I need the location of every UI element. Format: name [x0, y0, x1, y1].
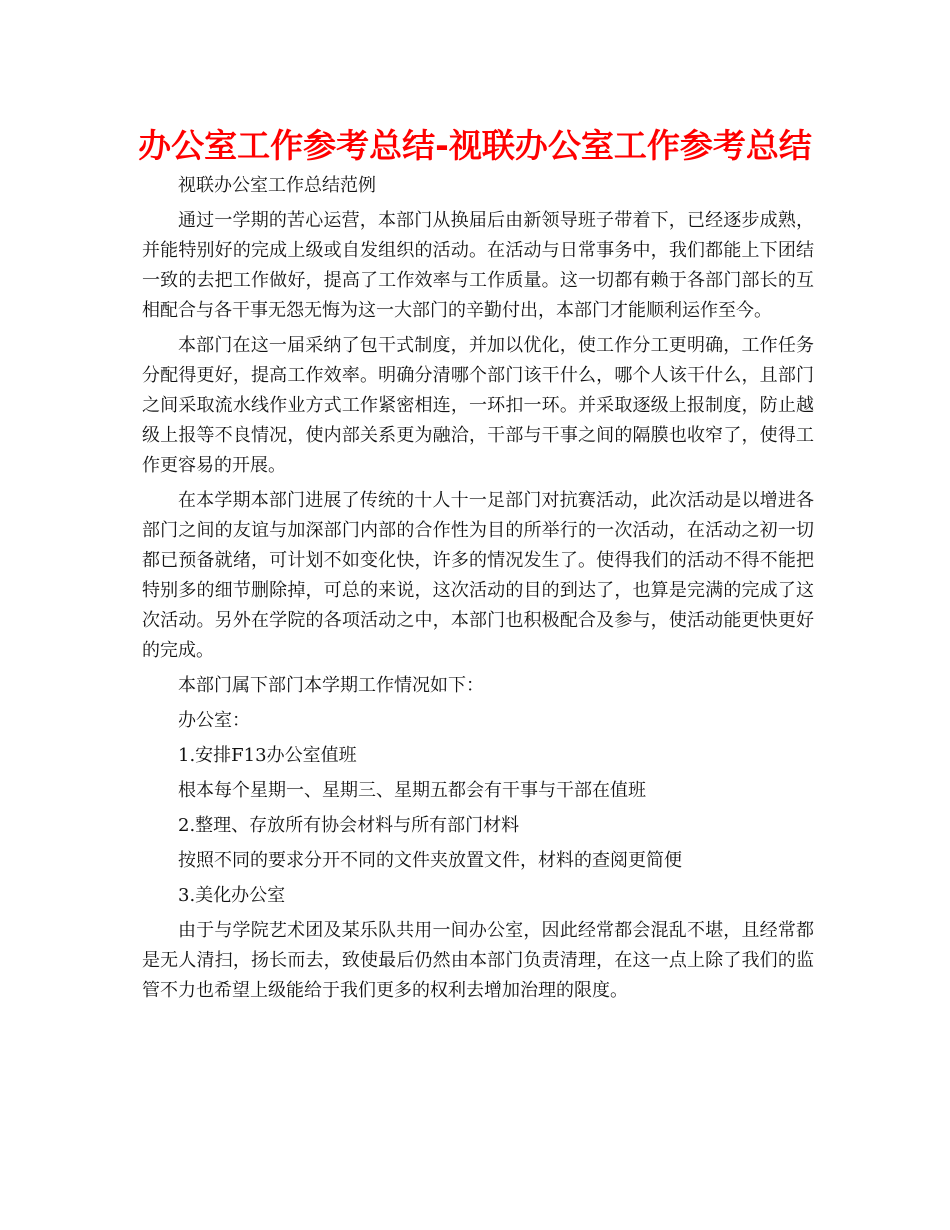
body-paragraph: 本部门属下部门本学期工作情况如下：: [178, 674, 484, 696]
subtitle-paragraph: 视联办公室工作总结范例: [178, 174, 376, 196]
list-item: 2.整理、存放所有协会材料与所有部门材料: [178, 814, 520, 836]
section-heading: 办公室：: [178, 709, 250, 731]
list-item: 1.安排F13办公室值班: [178, 744, 357, 766]
list-item-detail: 根本每个星期一、星期三、星期五都会有干事与干部在值班: [178, 779, 646, 801]
list-item: 3.美化办公室: [178, 884, 286, 906]
body-paragraph: 通过一学期的苦心运营，本部门从换届后由新领导班子带着下，已经逐步成熟，并能特别好的完成上级或自发组织的活动。在活动与日常事务中，我们都能上下团结一致的去把工作做好，提高了工作效率与工作质量。这一切都有赖于各部门部长的互相配合与各干事无怨无悔为这一大部门的辛勤付出，本部门才能顺利运作至今。: [142, 209, 814, 321]
body-paragraph: 本部门在这一届采纳了包干式制度，并加以优化，使工作分工更明确，工作任务分配得更好，提高工作效率。明确分清哪个部门该干什么，哪个人该干什么，且部门之间采取流水线作业方式工作紧密相连，一环扣一环。并采取逐级上报制度，防止越级上报等不良情况，使内部关系更为融洽，干部与干事之间的隔膜也收窄了，使得工作更容易的开展。: [142, 334, 814, 476]
document-title: 办公室工作参考总结-视联办公室工作参考总结: [138, 126, 812, 165]
document-body: [142, 168, 814, 1008]
body-paragraph: 由于与学院艺术团及某乐队共用一间办公室，因此经常都会混乱不堪，且经常都是无人清扫，扬长而去，致使最后仍然由本部门负责清理，在这一点上除了我们的监管不力也希望上级能给于我们更多的权利去增加治理的限度。: [142, 919, 814, 1001]
list-item-detail: 按照不同的要求分开不同的文件夹放置文件，材料的查阅更简便: [178, 849, 682, 871]
body-paragraph: 在本学期本部门进展了传统的十人十一足部门对抗赛活动，此次活动是以增进各部门之间的友谊与加深部门内部的合作性为目的所举行的一次活动，在活动之初一切都已预备就绪，可计划不如变化快，许多的情况发生了。使得我们的活动不得不能把特别多的细节删除掉，可总的来说，这次活动的目的到达了，也算是完满的完成了这次活动。另外在学院的各项活动之中，本部门也积极配合及参与，使活动能更快更好的完成。: [142, 489, 814, 661]
